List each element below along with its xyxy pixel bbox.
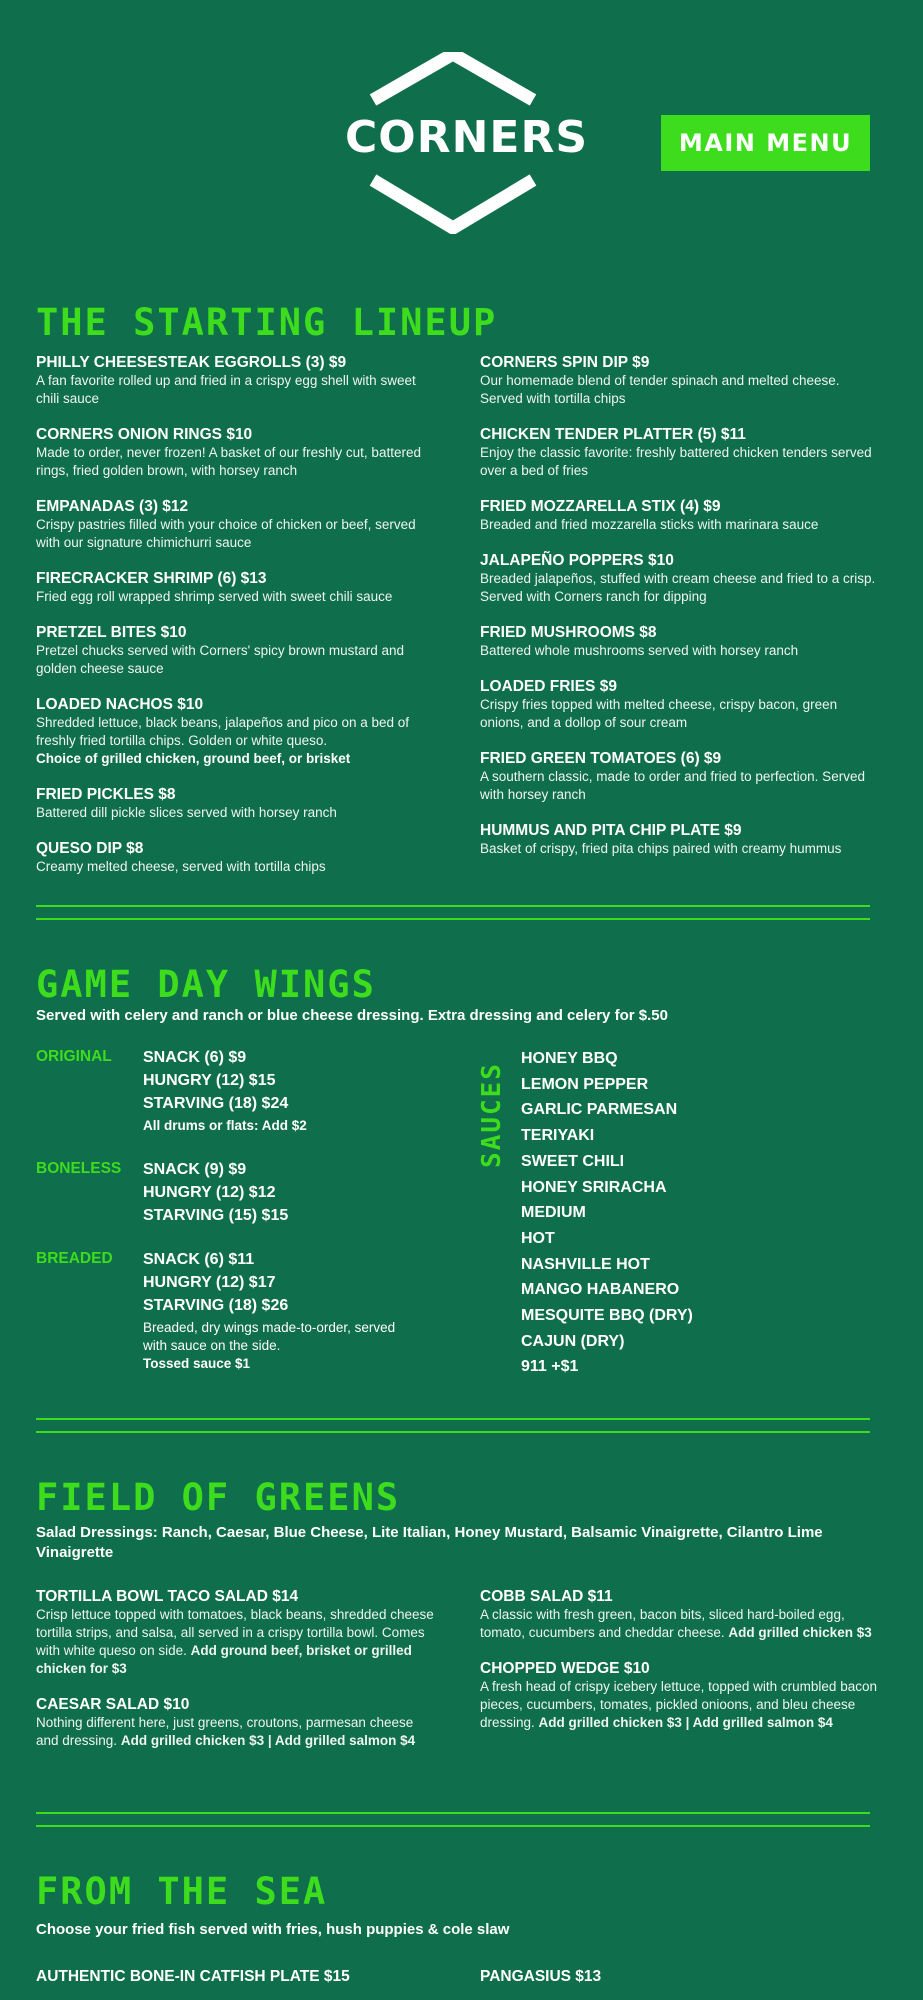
sauce-item: CAJUN (DRY) (521, 1332, 625, 1350)
wing-size: STARVING (18) $26 (143, 1297, 289, 1314)
item-name: QUESO DIP $8 (36, 840, 144, 857)
wing-note-bold: Tossed sauce $1 (143, 1356, 251, 1371)
corners-logo (345, 52, 589, 234)
sea-subtitle: Choose your fried fish served with fries, hush puppies & cole slaw (36, 1921, 510, 1938)
wings-subtitle: Served with celery and ranch or blue cheese dressing. Extra dressing and celery for $.50 (36, 1007, 668, 1024)
item-name: FIRECRACKER SHRIMP (6) $13 (36, 570, 267, 587)
sauces-label-text: SAUCES (477, 1062, 507, 1168)
item-name: PANGASIUS $13 (480, 1968, 602, 1985)
item-addon: Add ground beef, brisket or grilled chicken for $3 (36, 1643, 412, 1676)
item-name: TORTILLA BOWL TACO SALAD $14 (36, 1588, 299, 1605)
menu-item (480, 821, 880, 858)
item-description: A southern classic, made to order and fried to perfection. Served with horsey ranch (480, 769, 865, 802)
menu-item (36, 839, 436, 876)
menu-item (36, 1695, 436, 1750)
main-menu-button[interactable]: MAIN MENU (661, 115, 870, 171)
sauce-item: MEDIUM (521, 1204, 586, 1222)
menu-item (480, 497, 880, 534)
wing-type-original: ORIGINAL (36, 1048, 112, 1065)
item-name: FRIED MUSHROOMS $8 (480, 624, 657, 641)
menu-item (480, 425, 880, 480)
wing-note: Breaded, dry wings made-to-order, served with sauce on the side. (143, 1320, 396, 1353)
sauce-item: HONEY BBQ (521, 1050, 618, 1067)
menu-item (36, 1587, 436, 1678)
item-name: HUMMUS AND PITA CHIP PLATE $9 (480, 822, 742, 839)
sauces-vertical-label (468, 1050, 516, 1180)
item-description: Shredded lettuce, black beans, jalapeños and pico on a bed of freshly fried tortilla chips. Golden or white queso. (36, 715, 410, 748)
sauce-item: LEMON PEPPER (521, 1075, 649, 1093)
sauce-item: HOT (521, 1229, 555, 1247)
greens-right-column (480, 1587, 880, 1732)
item-name: EMPANADAS (3) $12 (36, 498, 189, 515)
sauce-item: 911 +$1 (521, 1358, 579, 1376)
wing-size: SNACK (6) $9 (143, 1049, 247, 1066)
item-description: A fresh head of crispy icebery lettuce, topped with crumbled bacon pieces, cucumbers, tomates, pickled onioons, and bleu cheese dressing. Add grilled chicken $3 | Add grilled salmon $4 (480, 1679, 877, 1730)
item-addon: Add grilled chicken $3 (728, 1625, 872, 1640)
menu-item (480, 551, 880, 606)
menu-item (36, 353, 436, 408)
item-description: Made to order, never frozen! A basket of our freshly cut, battered rings, fried golden brown, with horsey ranch (36, 445, 421, 478)
sauce-item: GARLIC PARMESAN (521, 1101, 678, 1119)
item-description: Our homemade blend of tender spinach and melted cheese. Served with tortilla chips (480, 373, 840, 406)
starting-lineup-right-column (480, 353, 880, 858)
menu-item (36, 569, 436, 606)
item-name: COBB SALAD $11 (480, 1588, 613, 1605)
section-divider (36, 905, 870, 920)
menu-item (480, 749, 880, 804)
item-name: AUTHENTIC BONE-IN CATFISH PLATE $15 (36, 1968, 350, 1985)
item-description: Pretzel chucks served with Corners' spicy brown mustard and golden cheese sauce (36, 643, 404, 676)
sauce-item: NASHVILLE HOT (521, 1255, 650, 1273)
section-divider (36, 1418, 870, 1433)
menu-item (480, 353, 880, 408)
wing-size: HUNGRY (12) $15 (143, 1072, 276, 1089)
sauce-item: TERIYAKI (521, 1127, 595, 1145)
item-name: FRIED PICKLES $8 (36, 786, 176, 803)
wing-size: STARVING (18) $24 (143, 1095, 289, 1112)
item-addon: Choice of grilled chicken, ground beef, or brisket (36, 751, 351, 766)
item-description: Crispy pastries filled with your choice of chicken or beef, served with our signature chimichurri sauce (36, 517, 416, 550)
item-name: CORNERS ONION RINGS $10 (36, 426, 253, 443)
menu-item (36, 497, 436, 552)
menu-item (480, 1587, 880, 1642)
wing-size: SNACK (6) $11 (143, 1251, 255, 1268)
greens-left-column (36, 1587, 436, 1750)
greens-subtitle: Salad Dressings: Ranch, Caesar, Blue Cheese, Lite Italian, Honey Mustard, Balsamic Vinaigrette, Cilantro Lime Vinaigrette (36, 1524, 823, 1561)
sea-left-column (36, 1967, 436, 1986)
item-description: A classic with fresh green, bacon bits, sliced hard-boiled egg, tomato, cucumbers and cheddar cheese. Add grilled chicken $3 (480, 1607, 872, 1640)
item-addon: Add grilled chicken $3 | Add grilled salmon $4 (120, 1733, 416, 1748)
item-description: Creamy melted cheese, served with tortilla chips (36, 859, 326, 874)
item-description: Nothing different here, just greens, croutons, parmesan cheese and dressing. Add grilled chicken $3 | Add grilled salmon $4 (36, 1715, 416, 1748)
item-description: A fan favorite rolled up and fried in a crispy egg shell with sweet chili sauce (36, 373, 416, 406)
section-title-starting-lineup: THE STARTING LINEUP (36, 301, 498, 344)
item-name: CHOPPED WEDGE $10 (480, 1660, 650, 1677)
wing-size: HUNGRY (12) $17 (143, 1274, 276, 1291)
menu-item (480, 623, 880, 660)
menu-item (36, 695, 436, 768)
menu-item (36, 425, 436, 480)
section-divider (36, 1812, 870, 1827)
item-name: LOADED FRIES $9 (480, 678, 617, 695)
menu-item (480, 677, 880, 732)
sauce-item: SWEET CHILI (521, 1152, 625, 1170)
wing-size: STARVING (15) $15 (143, 1207, 289, 1224)
wing-type-breaded: BREADED (36, 1250, 113, 1267)
item-name: FRIED MOZZARELLA STIX (4) $9 (480, 498, 721, 515)
section-title-sea: FROM THE SEA (36, 1870, 328, 1913)
sauce-list (521, 1046, 861, 1380)
wing-note: All drums or flats: Add $2 (143, 1118, 307, 1133)
section-title-greens: FIELD OF GREENS (36, 1476, 401, 1519)
sauce-item: MESQUITE BBQ (DRY) (521, 1307, 693, 1325)
starting-lineup-left-column (36, 353, 436, 876)
item-name: PHILLY CHEESESTEAK EGGROLLS (3) $9 (36, 354, 347, 371)
section-title-wings: GAME DAY WINGS (36, 963, 376, 1006)
menu-item (36, 623, 436, 678)
wing-sizes-original (143, 1046, 403, 1135)
wing-sizes-breaded (143, 1248, 403, 1373)
item-name: CHICKEN TENDER PLATTER (5) $11 (480, 426, 746, 443)
item-description: Battered dill pickle slices served with horsey ranch (36, 805, 337, 820)
item-name: FRIED GREEN TOMATOES (6) $9 (480, 750, 722, 767)
menu-item (36, 785, 436, 822)
wing-size: HUNGRY (12) $12 (143, 1184, 276, 1201)
sea-right-column (480, 1967, 880, 1986)
item-name: CORNERS SPIN DIP $9 (480, 354, 650, 371)
item-name: PRETZEL BITES $10 (36, 624, 187, 641)
wing-sizes-boneless (143, 1158, 403, 1227)
wing-size: SNACK (9) $9 (143, 1161, 247, 1178)
item-description: Crisp lettuce topped with tomatoes, black beans, shredded cheese tortilla strips, and salsa, all served in a crispy tortilla bowl. Comes with white queso on side. Add ground beef, brisket or grilled chicken for $3 (36, 1607, 434, 1676)
item-description: Battered whole mushrooms served with horsey ranch (480, 643, 799, 658)
item-description: Enjoy the classic favorite: freshly battered chicken tenders served over a bed of fries (480, 445, 872, 478)
item-addon: Add grilled chicken $3 | Add grilled salmon $4 (538, 1715, 833, 1730)
sauce-item: MANGO HABANERO (521, 1281, 680, 1299)
sauce-item: HONEY SRIRACHA (521, 1178, 667, 1196)
item-description: Breaded jalapeños, stuffed with cream cheese and fried to a crisp. Served with Corners ranch for dipping (480, 571, 876, 604)
item-name: JALAPEÑO POPPERS $10 (480, 552, 674, 569)
item-description: Fried egg roll wrapped shrimp served with sweet chili sauce (36, 589, 393, 604)
item-description: Basket of crispy, fried pita chips paired with creamy hummus (480, 841, 842, 856)
item-description: Crispy fries topped with melted cheese, crispy bacon, green onions, and a dollop of sour cream (480, 697, 838, 730)
menu-item (480, 1659, 880, 1732)
logo-text: CORNERS (345, 112, 589, 163)
wing-type-boneless: BONELESS (36, 1160, 122, 1177)
item-name: CAESAR SALAD $10 (36, 1696, 190, 1713)
item-name: LOADED NACHOS $10 (36, 696, 204, 713)
item-description: Breaded and fried mozzarella sticks with marinara sauce (480, 517, 819, 532)
